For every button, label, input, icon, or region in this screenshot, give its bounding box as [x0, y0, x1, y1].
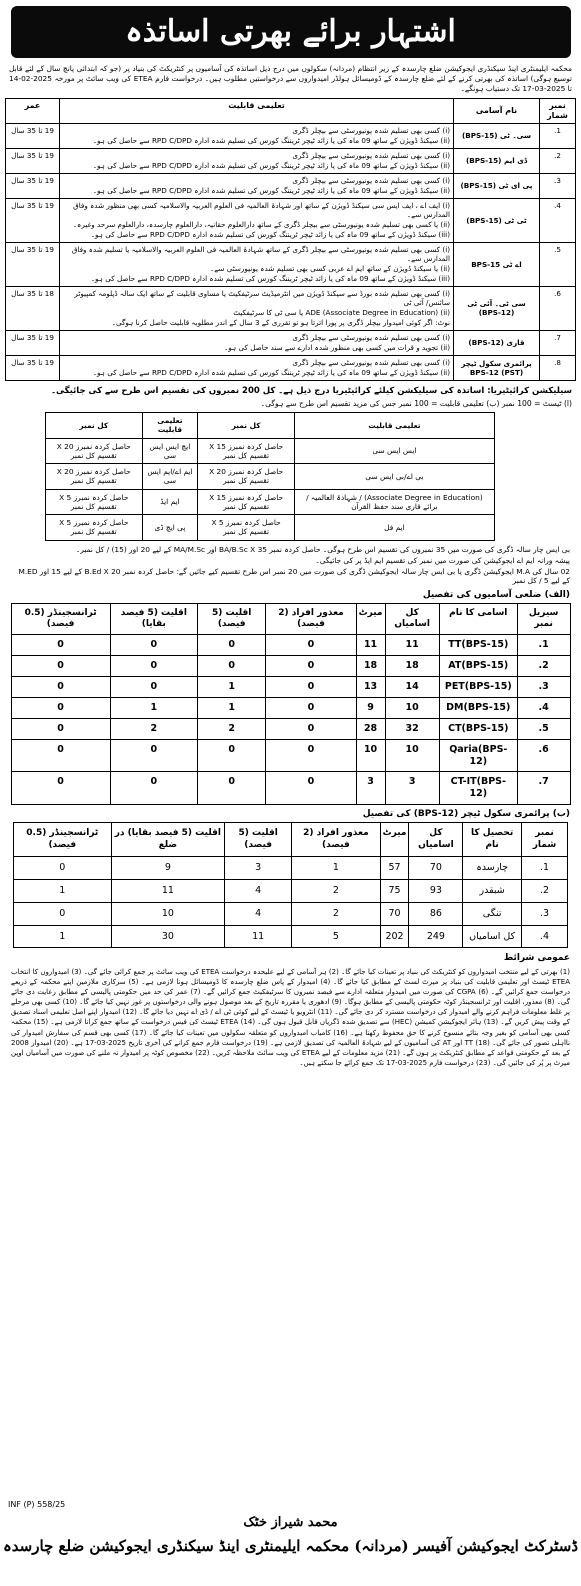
marks-cell: حاصل کردہ نمبرز X 15 تقسیم کل نمبر	[198, 489, 294, 515]
qualification-line: (ii) سیکنڈ ڈویژن کے ساتھ 09 ماہ کی یا زائد ٹیچر ٹریننگ کورس کی تسلیم شدہ ادارہ RPD C/DPD سے حاصل کی ہو۔	[92, 367, 450, 377]
marks-row	[46, 515, 495, 541]
qualification-line: (ii) سیکنڈ ڈویژن کے ساتھ 09 ماہ کی یا زائد ٹیچر ٹریننگ کورس کی تسلیم شدہ ادارہ RPD C/DPD سے حاصل کی ہو۔	[92, 160, 450, 170]
pst-header-cell: نمبر شمار	[521, 823, 567, 857]
post-age: 19 تا 35 سال	[6, 148, 60, 173]
district-cell: 0	[11, 739, 110, 772]
post-qualification	[60, 173, 454, 198]
district-cell: 1	[110, 697, 197, 718]
qualification-line: (ii) تجوید و قرات میں کسی بھی منظور شدہ ادارے سے سند حاصل کی ہو۔	[224, 342, 450, 352]
district-cell: 11	[385, 635, 439, 656]
district-cell: 0	[11, 677, 110, 698]
qualification-line: (ii) (Associate Degree in Education) ADE یا سی ٹی کا سرٹیفکیٹ	[233, 307, 450, 317]
district-cell: 7.	[517, 772, 570, 805]
post-name: اے ٹی BPS-15	[454, 242, 540, 286]
marks-cell: ایس ایس سی	[294, 438, 494, 464]
pst-header-cell: اقلیت (5 فیصد)	[225, 823, 292, 857]
marks-cell: حاصل کردہ نمبرز X 20 تقسیم کل نمبر	[46, 438, 143, 464]
officer-designation: ڈسٹرکٹ ایجوکیشن آفیسر (مردانہ) محکمہ ایلیمنٹری اینڈ سیکنڈری ایجوکیشن ضلع چارسدہ	[2, 1537, 578, 1556]
post-qualification	[60, 123, 454, 148]
post-name: قاری (BPS-12)	[454, 330, 540, 355]
marks-header-qual: تعلیمی قابلیت	[294, 413, 494, 439]
district-cell: 0	[266, 635, 356, 656]
general-conditions-heading: عمومی شرائط	[503, 953, 570, 964]
district-cell: CT-IT(BPS-12)	[439, 772, 517, 805]
selection-note: پیشہ ورانہ ایم اے ایجوکیشن کی صورت میں نمبر کی تقسیم ایم ایڈ پر کی جائیگی۔	[315, 555, 570, 565]
marks-header-total2: کل نمبر	[46, 413, 143, 439]
signature-block	[0, 1515, 581, 1556]
post-age: 19 تا 35 سال	[6, 123, 60, 148]
district-row	[11, 656, 570, 677]
post-qualification	[60, 286, 454, 330]
district-cell: 10	[385, 697, 439, 718]
post-age: 19 تا 35 سال	[6, 173, 60, 198]
pst-header-cell: اقلیت (5 فیصد بقایا) در ضلع	[111, 823, 224, 857]
selection-note: بی ایس چار سالہ ڈگری کی صورت میں 35 نمبروں کی تقسیم اس طرح ہوگی۔ حاصل کردہ نمبر BA/B.Sc X 35 اور MA/M.Sc کے لیے 20 اور (15) / کل نمبر۔	[75, 544, 570, 554]
pst-cell: چارسدہ	[463, 856, 522, 879]
posts-table-header	[6, 98, 576, 123]
pst-posts-table	[13, 822, 568, 948]
pst-row	[14, 856, 568, 879]
district-cell: 0	[11, 772, 110, 805]
pst-cell: 9	[111, 856, 224, 879]
pst-cell: 2.	[521, 879, 567, 902]
marks-cell: حاصل کردہ نمبرز X 20 تقسیم کل نمبر	[46, 464, 143, 490]
district-cell: 0	[266, 697, 356, 718]
post-serial: 7.	[540, 330, 576, 355]
post-name: پرائمری سکول ٹیچر BPS-12 (PST)	[454, 355, 540, 380]
pst-cell: 30	[111, 925, 224, 948]
district-cell: 0	[11, 718, 110, 739]
pst-cell: 10	[111, 902, 224, 925]
pst-header-cell: معذور افراد (2 فیصد)	[292, 823, 380, 857]
marks-cell: ایچ ایس ایس سی	[142, 438, 198, 464]
inf-number: INF (P) 558/25	[8, 1500, 66, 1509]
post-qualification	[60, 198, 454, 242]
post-age: 19 تا 35 سال	[6, 242, 60, 286]
header-post-name: نام آسامی	[454, 98, 540, 123]
pst-cell: شبقدر	[463, 879, 522, 902]
pst-cell: 1	[292, 856, 380, 879]
pst-cell: 4	[225, 879, 292, 902]
pst-cell: 202	[380, 925, 409, 948]
post-row	[6, 123, 576, 148]
district-posts-table	[11, 603, 571, 805]
district-cell: 0	[11, 635, 110, 656]
district-cell: 13	[356, 677, 385, 698]
district-cell: 0	[11, 656, 110, 677]
qualification-line: (i) کسی بھی تسلیم شدہ یونیورسٹی سے بیچلر ڈگری کے ساتھ شہادۃ العالمیہ فی العلوم العربیہ والاسلامیہ یا تسلیم شدہ وفاق المدارس سے۔	[71, 244, 450, 263]
pst-cell: 4	[225, 902, 292, 925]
district-cell: Qaria(BPS-12)	[439, 739, 517, 772]
post-row	[6, 198, 576, 242]
pst-header-cell: ٹرانسجینڈر (0.5 فیصد)	[14, 823, 112, 857]
post-name: سی۔ ٹی (BPS-15)	[454, 123, 540, 148]
post-name: سی ٹی۔ آئی ٹی (BPS-12)	[454, 286, 540, 330]
pst-cell: کل اسامیاں	[463, 925, 522, 948]
post-age: 18 تا 35 سال	[6, 286, 60, 330]
pst-cell: 0	[14, 902, 112, 925]
marks-cell: حاصل کردہ نمبرز X 5 تقسیم کل نمبر	[46, 515, 143, 541]
selection-marks-split: (ا) ٹیسٹ = 100 نمبر (ب) تعلیمی قابلیت = 100 نمبر جس کی مزید تقسیم اس طرح سے ہوگی۔	[260, 398, 572, 408]
post-row	[6, 148, 576, 173]
pst-cell: 1	[14, 879, 112, 902]
district-cell: 0	[110, 635, 197, 656]
district-cell: TT(BPS-15)	[439, 635, 517, 656]
district-cell: 4.	[517, 697, 570, 718]
qualification-line: (ii) سیکنڈ ڈویژن کے ساتھ 09 ماہ کی یا زائد ٹیچر ٹریننگ کورس کی تسلیم شدہ ادارہ RPD C/DPD سے حاصل کی ہو۔	[92, 135, 450, 145]
marks-cell: (Associate Degree in Education) / شہادۃ العالمیہ / برائے قاری سند حفظ القرآن	[294, 489, 494, 515]
district-cell: 9	[356, 697, 385, 718]
district-cell: 0	[198, 739, 266, 772]
pst-cell: 93	[409, 879, 463, 902]
district-row	[11, 739, 570, 772]
pst-cell: 70	[409, 856, 463, 879]
pst-row	[14, 925, 568, 948]
district-cell: 6.	[517, 739, 570, 772]
pst-cell: 70	[380, 902, 409, 925]
district-cell: 2	[110, 718, 197, 739]
post-qualification	[60, 330, 454, 355]
post-name: پی ای ٹی (BPS-15)	[454, 173, 540, 198]
district-header-cell: کل اسامیاں	[385, 603, 439, 635]
district-cell: 2	[198, 718, 266, 739]
pst-cell: 0	[14, 856, 112, 879]
district-row	[11, 697, 570, 718]
officer-name: محمد شیراز خٹک	[243, 1515, 338, 1530]
district-posts-heading: (الف) ضلعی آسامیوں کی تفصیل	[422, 589, 570, 600]
post-serial: 4.	[540, 198, 576, 242]
post-row	[6, 242, 576, 286]
district-cell: 1	[198, 697, 266, 718]
district-header-cell: معذور افراد (2 فیصد)	[266, 603, 356, 635]
marks-cell: پی ایچ ڈی	[142, 515, 198, 541]
pst-posts-heading: (ب) پرائمری سکول ٹیچر (BPS-12) کی تفصیل	[362, 809, 570, 820]
district-cell: 3	[385, 772, 439, 805]
marks-cell: بی اے/بی ایس سی	[294, 464, 494, 490]
selection-note: 02 سال کی M.A ایجوکیشن ڈگری یا بی ایس چار سالہ ایجوکیشن ڈگری کی صورت میں 20 نمبر اس طرح تقسیم کیے جائیں گے: حاصل کردہ نمبر B.Ed X 20 کے لیے 15 اور M.ED کے لیے 5 / کل نمبر	[18, 567, 570, 586]
qualification-line: (i) کسی بھی تسلیم شدہ یونیورسٹی سے بیچلر ڈگری	[292, 125, 450, 135]
district-cell: 0	[266, 656, 356, 677]
pst-cell: 1.	[521, 856, 567, 879]
district-cell: 0	[266, 677, 356, 698]
district-cell: 18	[385, 656, 439, 677]
district-row	[11, 718, 570, 739]
marks-cell: حاصل کردہ نمبرز X 5 تقسیم کل نمبر	[46, 489, 143, 515]
post-serial: 2.	[540, 148, 576, 173]
district-cell: 0	[198, 635, 266, 656]
district-cell: 28	[356, 718, 385, 739]
district-cell: 14	[385, 677, 439, 698]
marks-cell: ایم ایڈ	[142, 489, 198, 515]
post-qualification	[60, 148, 454, 173]
district-row	[11, 635, 570, 656]
pst-cell: 11	[225, 925, 292, 948]
district-row	[11, 772, 570, 805]
marks-row	[46, 438, 495, 464]
marks-header-edu: تعلیمی قابلیت	[142, 413, 198, 439]
pst-header-cell: کل اسامیاں	[409, 823, 463, 857]
district-header-cell: سیریل نمبر	[517, 603, 570, 635]
pst-header-cell: میرٹ	[380, 823, 409, 857]
qualification-line: (i) کسی بھی تسلیم شدہ یونیورسٹی سے بیچلر ڈگری	[292, 357, 450, 367]
district-cell: 0	[266, 718, 356, 739]
district-cell: 0	[266, 739, 356, 772]
post-name: ڈی ایم (BPS-15)	[454, 148, 540, 173]
pst-header-cell: تحصیل کا نام	[463, 823, 522, 857]
pst-cell: 1	[14, 925, 112, 948]
post-row	[6, 355, 576, 380]
post-age: 19 تا 35 سال	[6, 198, 60, 242]
post-row	[6, 330, 576, 355]
district-cell: 3	[356, 772, 385, 805]
post-serial: 8.	[540, 355, 576, 380]
qualification-line: (i) کسی بھی تسلیم شدہ یونیورسٹی سے بیچلر ڈگری	[292, 332, 450, 342]
intro-paragraph: محکمہ ایلیمنٹری اینڈ سیکنڈری ایجوکیشن ضلع چارسدہ کے زیر انتظام (مردانہ) سکولوں میں درج ذیل اساتذہ کی آسامیوں پر کنٹریکٹ کی بنیاد پر (جو کہ ابتدائی پانچ سال کے لئے قابل توسیع ہوگی) اساتذہ کی بھرتی کرنے کے لئے ضلع چارسدہ کے ڈومیسائل ہولڈر امیدواروں سے درخواستیں مطلوب ہیں۔ درخواست فارم ETEA کی ویب سائٹ پر مورخہ 2025-02-14 تا 2025-03-17 تک دستیاب ہونگے۔	[9, 64, 572, 93]
district-header-cell: اقلیت (5 فیصد بقایا)	[110, 603, 197, 635]
district-header-cell: اسامی کا نام	[439, 603, 517, 635]
pst-cell: 11	[111, 879, 224, 902]
header-serial: نمبر شمار	[540, 98, 576, 123]
district-cell: 0	[198, 772, 266, 805]
marks-cell: حاصل کردہ نمبرز X 20 تقسیم کل نمبر	[198, 464, 294, 490]
district-cell: 10	[356, 739, 385, 772]
district-header-cell: اقلیت (5 فیصد)	[198, 603, 266, 635]
selection-criteria-title: سیلیکشن کرائیٹیریا: اساتذہ کی سیلیکشن کیلئے کرائیٹیریا درج ذیل ہے۔ کل 200 نمبروں کی تقسیم اس طرح سے کی جائیگی۔	[51, 385, 572, 396]
district-cell: 0	[110, 739, 197, 772]
pst-cell: تنگی	[463, 902, 522, 925]
qualification-line: (iii) سیکنڈ ڈویژن کے ساتھ 09 ماہ کی یا زائد ٹیچر ٹریننگ کورس کی تسلیم شدہ ادارہ RPD C/DPD سے حاصل کی ہو۔	[90, 273, 450, 283]
pst-cell: 5	[292, 925, 380, 948]
post-row	[6, 286, 576, 330]
qualification-line: (iii) سیکنڈ ڈویژن کے ساتھ 09 ماہ کی یا زائد ٹیچر ٹریننگ کورس کی تسلیم شدہ ادارہ RPD C/DPD سے حاصل کی ہو۔	[90, 229, 450, 239]
district-cell: 0	[110, 656, 197, 677]
post-qualification	[60, 242, 454, 286]
district-cell: 0	[110, 677, 197, 698]
post-serial: 6.	[540, 286, 576, 330]
district-cell: 10	[385, 739, 439, 772]
district-cell: DM(BPS-15)	[439, 697, 517, 718]
qualification-line: (ii) یا سیکنڈ ڈویژن کے ساتھ ایم اے عربی کسی بھی تسلیم شدہ یونیورسٹی سے۔	[209, 263, 450, 273]
pst-cell: 4.	[521, 925, 567, 948]
marks-row	[46, 464, 495, 490]
pst-cell: 2	[292, 902, 380, 925]
qualification-line: (i) کسی بھی تسلیم شدہ یونیورسٹی سے بیچلر ڈگری	[292, 150, 450, 160]
marks-cell: حاصل کردہ نمبرز X 5 تقسیم کل نمبر	[198, 515, 294, 541]
post-qualification	[60, 355, 454, 380]
pst-row	[14, 902, 568, 925]
pst-cell: 75	[380, 879, 409, 902]
district-cell: 3.	[517, 677, 570, 698]
marks-table	[45, 412, 495, 541]
marks-cell: ایم فل	[294, 515, 494, 541]
district-cell: 18	[356, 656, 385, 677]
qualification-line: (i) ایف اے ، ایف ایس سی سیکنڈ ڈویژن کے ساتھ اور شہادۃ العالمیہ فی العلوم العربیہ والاسلامیہ کسی بھی منظور شدہ وفاق المدارس سے۔	[73, 200, 450, 219]
pst-row	[14, 879, 568, 902]
qualification-line: (i) کسی بھی تسلیم شدہ بورڈ سے سیکنڈ ڈویژن میں انٹرمیڈیٹ سرٹیفکیٹ یا مساوی قابلیت کے ساتھ ایک سالہ ڈپلومہ کمپیوٹر سائنس/ آئی ٹی	[74, 288, 450, 307]
district-cell: 0	[198, 656, 266, 677]
advertisement-title: اشتہار برائے بھرتی اساتذہ	[11, 6, 571, 58]
posts-table	[5, 98, 576, 381]
district-cell: AT(BPS-15)	[439, 656, 517, 677]
post-serial: 5.	[540, 242, 576, 286]
pst-cell: 57	[380, 856, 409, 879]
district-cell: 1	[198, 677, 266, 698]
district-header-cell: ٹرانسجینڈر (0.5 فیصد)	[11, 603, 110, 635]
qualification-line: (i) کسی بھی تسلیم شدہ یونیورسٹی سے بیچلر ڈگری	[292, 175, 450, 185]
district-cell: 5.	[517, 718, 570, 739]
district-cell: 0	[266, 772, 356, 805]
district-cell: 11	[356, 635, 385, 656]
header-qualification: تعلیمی قابلیت	[60, 98, 454, 123]
post-age: 19 تا 35 سال	[6, 330, 60, 355]
post-serial: 1.	[540, 123, 576, 148]
district-cell: 0	[11, 697, 110, 718]
pst-cell: 3	[225, 856, 292, 879]
qualification-line: (ii) یا کسی بھی تسلیم شدہ یونیورسٹی سے بیچلر ڈگری کے ساتھ دارالعلوم حقانیہ، دارالعلوم چارسدہ، دارالعلوم سرحد وغیرہ۔	[72, 219, 450, 229]
marks-cell: ایم اے/ایم ایس سی	[142, 464, 198, 490]
marks-cell: حاصل کردہ نمبرز X 15 تقسیم کل نمبر	[198, 438, 294, 464]
pst-cell: 2	[292, 879, 380, 902]
general-conditions-text: (1) بھرتی کے لیے منتخب امیدواروں کو کنٹریکٹ کی بنیاد پر تعینات کیا جائے گا۔ (2) ہر آسامی کے لیے علیحدہ درخواست ETEA کی ویب سائٹ پر جمع کرائی جائے گی۔ (3) امیدواروں کا انتخاب ETEA ٹیسٹ اور تعلیمی قابلیت کی بنیاد پر میرٹ لسٹ کے مطابق کیا جائے گا۔ (4) امیدوار کے پاس ضلع چارسدہ کا ڈومیسائل ہونا لازمی ہے۔ (5) سرکاری ملازمین اپنے محکمہ کے ذریعے درخواست جمع کرائیں گے۔ (6) CGPA کی صورت میں امیدوار متعلقہ ادارے سے فیصد نمبروں کا سرٹیفکیٹ جمع کرائیں گے۔ (7) عمر کی حد میں حکومتی پالیسی کے مطابق رعایت دی جائے گی۔ (8) معذور، اقلیت اور ٹرانسجینڈر کوٹہ حکومتی پالیسی کے مطابق ہوگا۔ (9) ادھوری یا مقررہ تاریخ کے بعد موصول ہونے والی درخواستوں پر غور نہیں کیا جائے گا۔ (10) کسی بھی مرحلے پر غلط معلومات فراہم کرنے والے امیدوار کی درخواست مسترد کر دی جائے گی۔ (11) انٹرویو یا ٹیسٹ کے لیے کوئی ٹی اے / ڈی اے نہیں دیا جائے گا۔ (12) امیدوار اپنے اصل تعلیمی اسناد تصدیق کے وقت پیش کریں گے۔ (13) ہائر ایجوکیشن کمیشن (HEC) سے تصدیق شدہ ڈگریاں قابل قبول ہوں گی۔ (14) ETEA ٹیسٹ کی فیس درخواست کے ساتھ جمع کرانا لازمی ہے۔ (15) محکمہ کسی بھی آسامی کو بغیر وجہ بتائے منسوخ کرنے کا حق محفوظ رکھتا ہے۔ (16) کامیاب امیدواروں کو متعلقہ سکولوں میں تعینات کیا جائے گا۔ (17) کسی بھی قسم کی سفارش امیدوار کی نااہلی تصور کی جائے گی۔ (18) TT اور AT کی آسامیوں کے لیے شہادۃ العالمیہ کی تصدیق لازمی ہے۔ (19) درخواست فارم جمع کرانے کی آخری تاریخ 2025-03-17 ہے۔ (20) امیدوار 2008 کے بعد کے حکومتی قواعد کے مطابق کنٹریکٹ پر ہوں گے۔ (21) مزید معلومات کے لیے ETEA کی ویب سائٹ ملاحظہ کریں۔ (22) مخصوص کوٹہ پر امیدوار نہ ملنے کی صورت میں آسامیاں اوپن میرٹ پر پُر کی جائیں گی۔ (23) درخواست فارم 2025-03-17 تک جمع کرائے جا سکتے ہیں۔	[11, 967, 571, 1067]
post-serial: 3.	[540, 173, 576, 198]
post-name: ٹی ٹی (BPS-15)	[454, 198, 540, 242]
marks-row	[46, 489, 495, 515]
qualification-line: نوٹ: اگر کوئی امیدوار بیچلر ڈگری پر پورا اترتا ہو تو تقرری کے 3 سال کے اندر مطلوبہ قابلیت حاصل کرنا ہوگی۔	[111, 317, 450, 327]
pst-cell: 86	[409, 902, 463, 925]
post-age: 19 تا 35 سال	[6, 355, 60, 380]
header-age: عمر	[6, 98, 60, 123]
qualification-line: (ii) سیکنڈ ڈویژن کے ساتھ 09 ماہ کی یا زائد ٹیچر ٹریننگ کورس کی تسلیم شدہ ادارہ RPD C/DPD سے حاصل کی ہو۔	[92, 185, 450, 195]
pst-cell: 3.	[521, 902, 567, 925]
district-cell: 1.	[517, 635, 570, 656]
post-row	[6, 173, 576, 198]
district-row	[11, 677, 570, 698]
pst-cell: 249	[409, 925, 463, 948]
marks-header-total: کل نمبر	[198, 413, 294, 439]
district-header-cell: میرٹ	[356, 603, 385, 635]
district-cell: CT(BPS-15)	[439, 718, 517, 739]
district-cell: 2.	[517, 656, 570, 677]
district-cell: 0	[110, 772, 197, 805]
district-cell: 32	[385, 718, 439, 739]
district-cell: PET(BPS-15)	[439, 677, 517, 698]
